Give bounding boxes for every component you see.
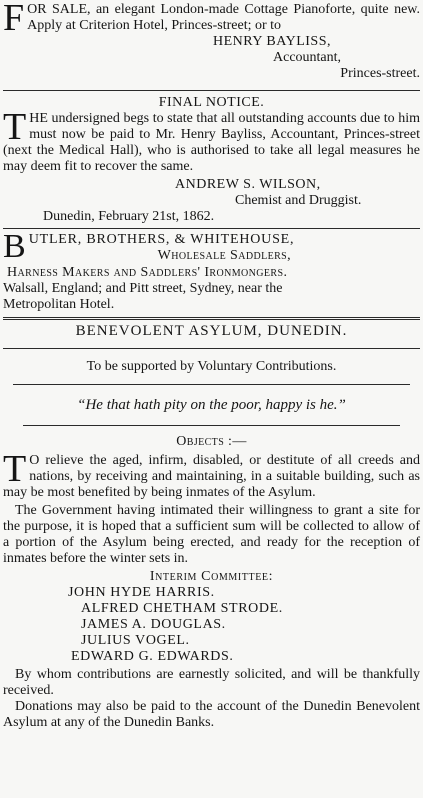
divider — [3, 317, 420, 320]
committee-member: EDWARD G. EDWARDS. — [71, 649, 234, 664]
notice-signatory-title: Chemist and Druggist. — [235, 193, 362, 208]
final-notice-heading: FINAL NOTICE. — [158, 95, 265, 110]
piano-sale-ad — [3, 2, 420, 82]
objects-heading: Objects :— — [176, 434, 247, 449]
divider — [23, 425, 400, 426]
drop-cap: T — [3, 106, 27, 148]
objects-body: O relieve the aged, infirm, disabled, or destitute of all creeds and nations, by receiving and maintaining, in a suitable building, such as may be most benefited by being inmates of the Asylum. — [3, 453, 420, 500]
asylum-subtitle: To be supported by Voluntary Contributions. — [86, 359, 337, 374]
seller-address: Princes-street. — [340, 66, 420, 81]
firm-trade: Wholesale Saddlers, — [157, 248, 292, 263]
firm-name: UTLER, BROTHERS, & WHITEHOUSE, — [28, 232, 295, 247]
piano-sale-text — [3, 0, 420, 39]
committee-heading: Interim Committee: — [149, 569, 274, 584]
asylum-motto: “He that hath pity on the poor, happy is he.” — [77, 397, 346, 413]
seller-title: Accountant, — [273, 50, 342, 65]
benevolent-asylum-ad — [3, 323, 420, 731]
divider — [3, 228, 420, 229]
piano-sale-body: OR SALE, an elegant London-made Cottage Pianoforte, quite new. Apply at Criterion Hotel, Princes-street; or to — [27, 2, 420, 33]
committee-member: ALFRED CHETHAM STRODE. — [81, 601, 283, 616]
final-notice-ad — [3, 95, 420, 225]
committee-member: JOHN HYDE HARRIS. — [68, 585, 215, 600]
asylum-title: BENEVOLENT ASYLUM, DUNEDIN. — [75, 323, 348, 339]
divider — [3, 348, 420, 349]
committee-member: JAMES A. DOUGLAS. — [81, 617, 226, 632]
divider — [13, 384, 410, 385]
divider — [3, 90, 420, 91]
objects-text — [3, 448, 420, 501]
seller-name: HENRY BAYLISS, — [213, 34, 331, 49]
drop-cap: T — [3, 448, 27, 490]
firm-specialty: Harness Makers and Saddlers' Ironmongers. — [7, 265, 288, 280]
committee-list — [3, 585, 420, 665]
committee-member: JULIUS VOGEL. — [81, 633, 190, 648]
notice-dateline: Dunedin, February 21st, 1862. — [43, 209, 215, 224]
drop-cap: F — [3, 0, 25, 39]
final-notice-text — [3, 106, 420, 175]
firm-address: Walsall, England; and Pitt street, Sydney, near the Metropolitan Hotel. — [3, 281, 283, 312]
drop-cap: B — [3, 228, 26, 265]
final-notice-body: HE undersigned begs to state that all outstanding accounts due to him must now be paid to Mr. Henry Bayliss, Accountant, Princes-street (next the Medical Hall), who is authorised to take all legal measures he may deem fit to recover the same. — [3, 111, 420, 174]
butler-brothers-ad — [3, 228, 420, 313]
notice-signatory-name: ANDREW S. WILSON, — [175, 177, 321, 192]
contributions-text: By whom contributions are earnestly solicited, and will be thankfully received. — [3, 667, 420, 698]
government-text: The Government having intimated their willingness to grant a site for the purpose, it is hoped that a sufficient sum will be collected to allow of a portion of the Asylum being erected, and ready for the reception of inmates before the winter sets in. — [3, 503, 420, 566]
donations-text: Donations may also be paid to the account of the Dunedin Benevolent Asylum at any of the Dunedin Banks. — [3, 699, 420, 730]
